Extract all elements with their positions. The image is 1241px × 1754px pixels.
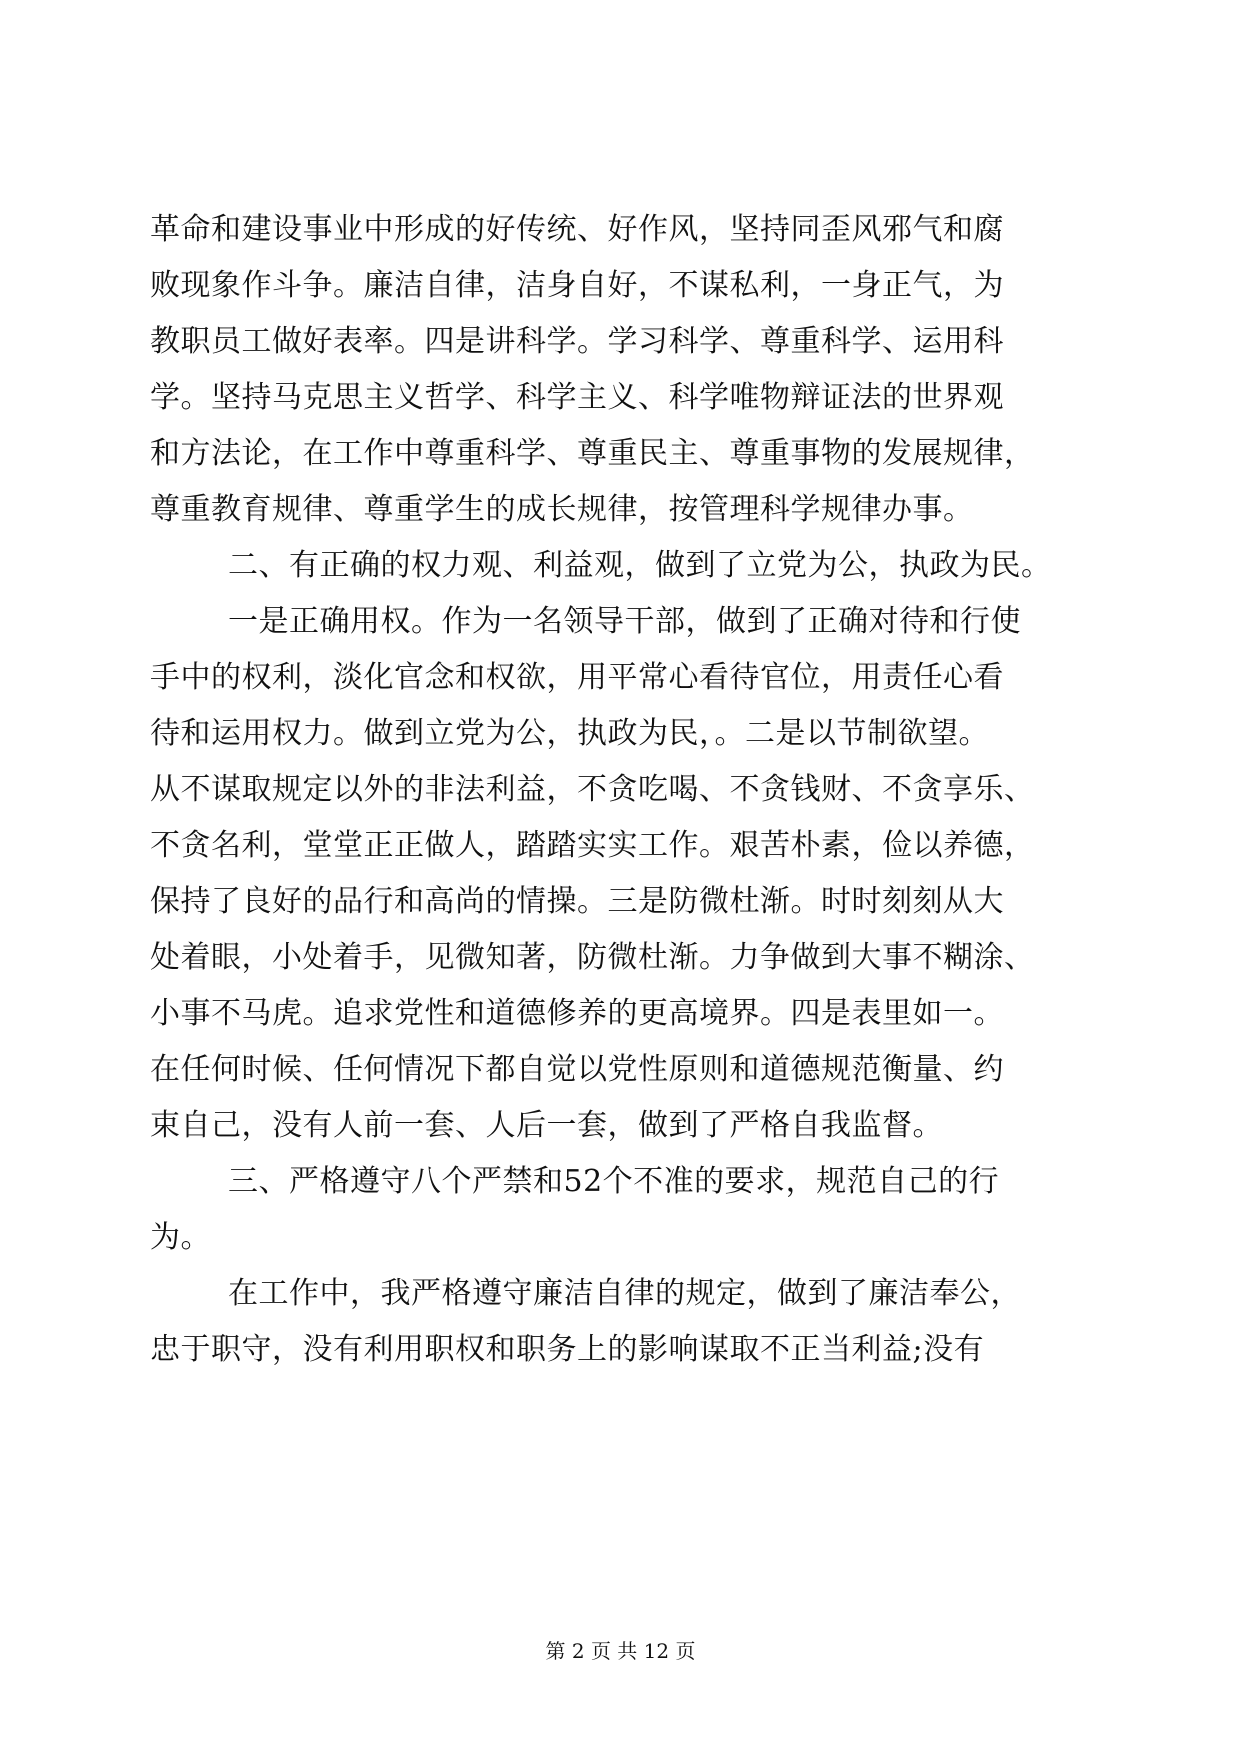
text-line: 革命和建设事业中形成的好传统、好作风，坚持同歪风邪气和腐 [150, 212, 1004, 247]
text-line: 在工作中，我严格遵守廉洁自律的规定，做到了廉洁奉公， [228, 1276, 1021, 1311]
text-line: 手中的权利，淡化官念和权欲，用平常心看待官位，用责任心看 [150, 660, 1004, 695]
text-line: 忠于职守，没有利用职权和职务上的影响谋取不正当利益;没有 [150, 1332, 985, 1367]
text-line: 保持了良好的品行和高尚的情操。三是防微杜渐。时时刻刻从大 [150, 884, 1004, 919]
section-heading: 二、有正确的权力观、利益观，做到了立党为公，执政为民。 [228, 548, 1052, 583]
text-line: 从不谋取规定以外的非法利益，不贪吃喝、不贪钱财、不贪享乐、 [150, 772, 1035, 807]
page-number-footer: 第 2 页 共 12 页 [545, 1639, 696, 1663]
text-line: 为。 [150, 1220, 211, 1255]
text-line: 一是正确用权。作为一名领导干部，做到了正确对待和行使 [228, 604, 1021, 639]
text-line: 在任何时候、任何情况下都自觉以党性原则和道德规范衡量、约 [150, 1052, 1004, 1087]
text-line: 小事不马虎。追求党性和道德修养的更高境界。四是表里如一。 [150, 996, 1004, 1031]
text-line: 待和运用权力。做到立党为公，执政为民，。二是以节制欲望。 [150, 716, 989, 751]
text-line: 教职员工做好表率。四是讲科学。学习科学、尊重科学、运用科 [150, 324, 1004, 359]
section-heading: 三、严格遵守八个严禁和52个不准的要求，规范自己的行 [228, 1164, 1000, 1199]
text-line: 尊重教育规律、尊重学生的成长规律，按管理科学规律办事。 [150, 492, 974, 527]
text-line: 学。坚持马克思主义哲学、科学主义、科学唯物辩证法的世界观 [150, 380, 1004, 415]
text-line: 不贪名利，堂堂正正做人，踏踏实实工作。艰苦朴素，俭以养德， [150, 828, 1035, 863]
text-line: 束自己，没有人前一套、人后一套，做到了严格自我监督。 [150, 1108, 943, 1143]
text-line: 和方法论，在工作中尊重科学、尊重民主、尊重事物的发展规律， [150, 436, 1035, 471]
text-line: 败现象作斗争。廉洁自律，洁身自好，不谋私利，一身正气，为 [150, 268, 1004, 303]
text-line: 处着眼，小处着手，见微知著，防微杜渐。力争做到大事不糊涂、 [150, 940, 1035, 975]
